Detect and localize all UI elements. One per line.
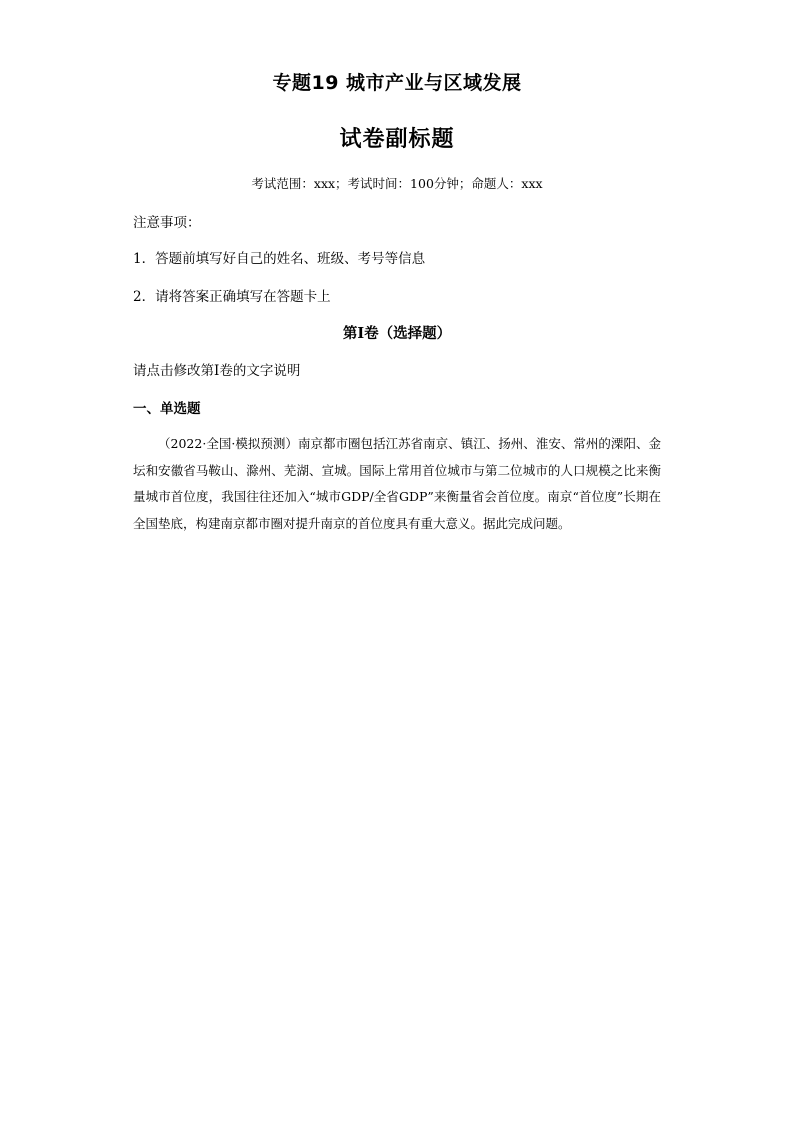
notice-item: 1．答题前填写好自己的姓名、班级、考号等信息 <box>133 251 426 267</box>
question-stem: （2022·全国·模拟预测）南京都市圈包括江苏省南京、镇江、扬州、淮安、常州的溧阳、金坛和安徽省马鞍山、滁州、芜湖、宣城。国际上常用首位城市与第二位城市的人口规模之比来衡量城市首位度，我国往往还加入“城市GDP/全省GDP”来衡量省会首位度。南京“首位度”长期在全国垫底，构建南京都市圈对提升南京的首位度具有重大意义。据此完成问题。 <box>133 436 661 531</box>
volume-description: 请点击修改第I卷的文字说明 <box>133 363 301 379</box>
section-heading: 一、单选题 <box>133 401 201 417</box>
exam-title: 专题19 城市产业与区域发展 <box>272 72 522 94</box>
notice-item: 2．请将答案正确填写在答题卡上 <box>133 289 331 305</box>
exam-subtitle: 试卷副标题 <box>339 127 455 152</box>
notice-heading: 注意事项： <box>133 215 201 231</box>
volume-title: 第I卷（选择题） <box>342 325 452 342</box>
exam-info: 考试范围：xxx；考试时间：100分钟；命题人：xxx <box>251 176 543 191</box>
